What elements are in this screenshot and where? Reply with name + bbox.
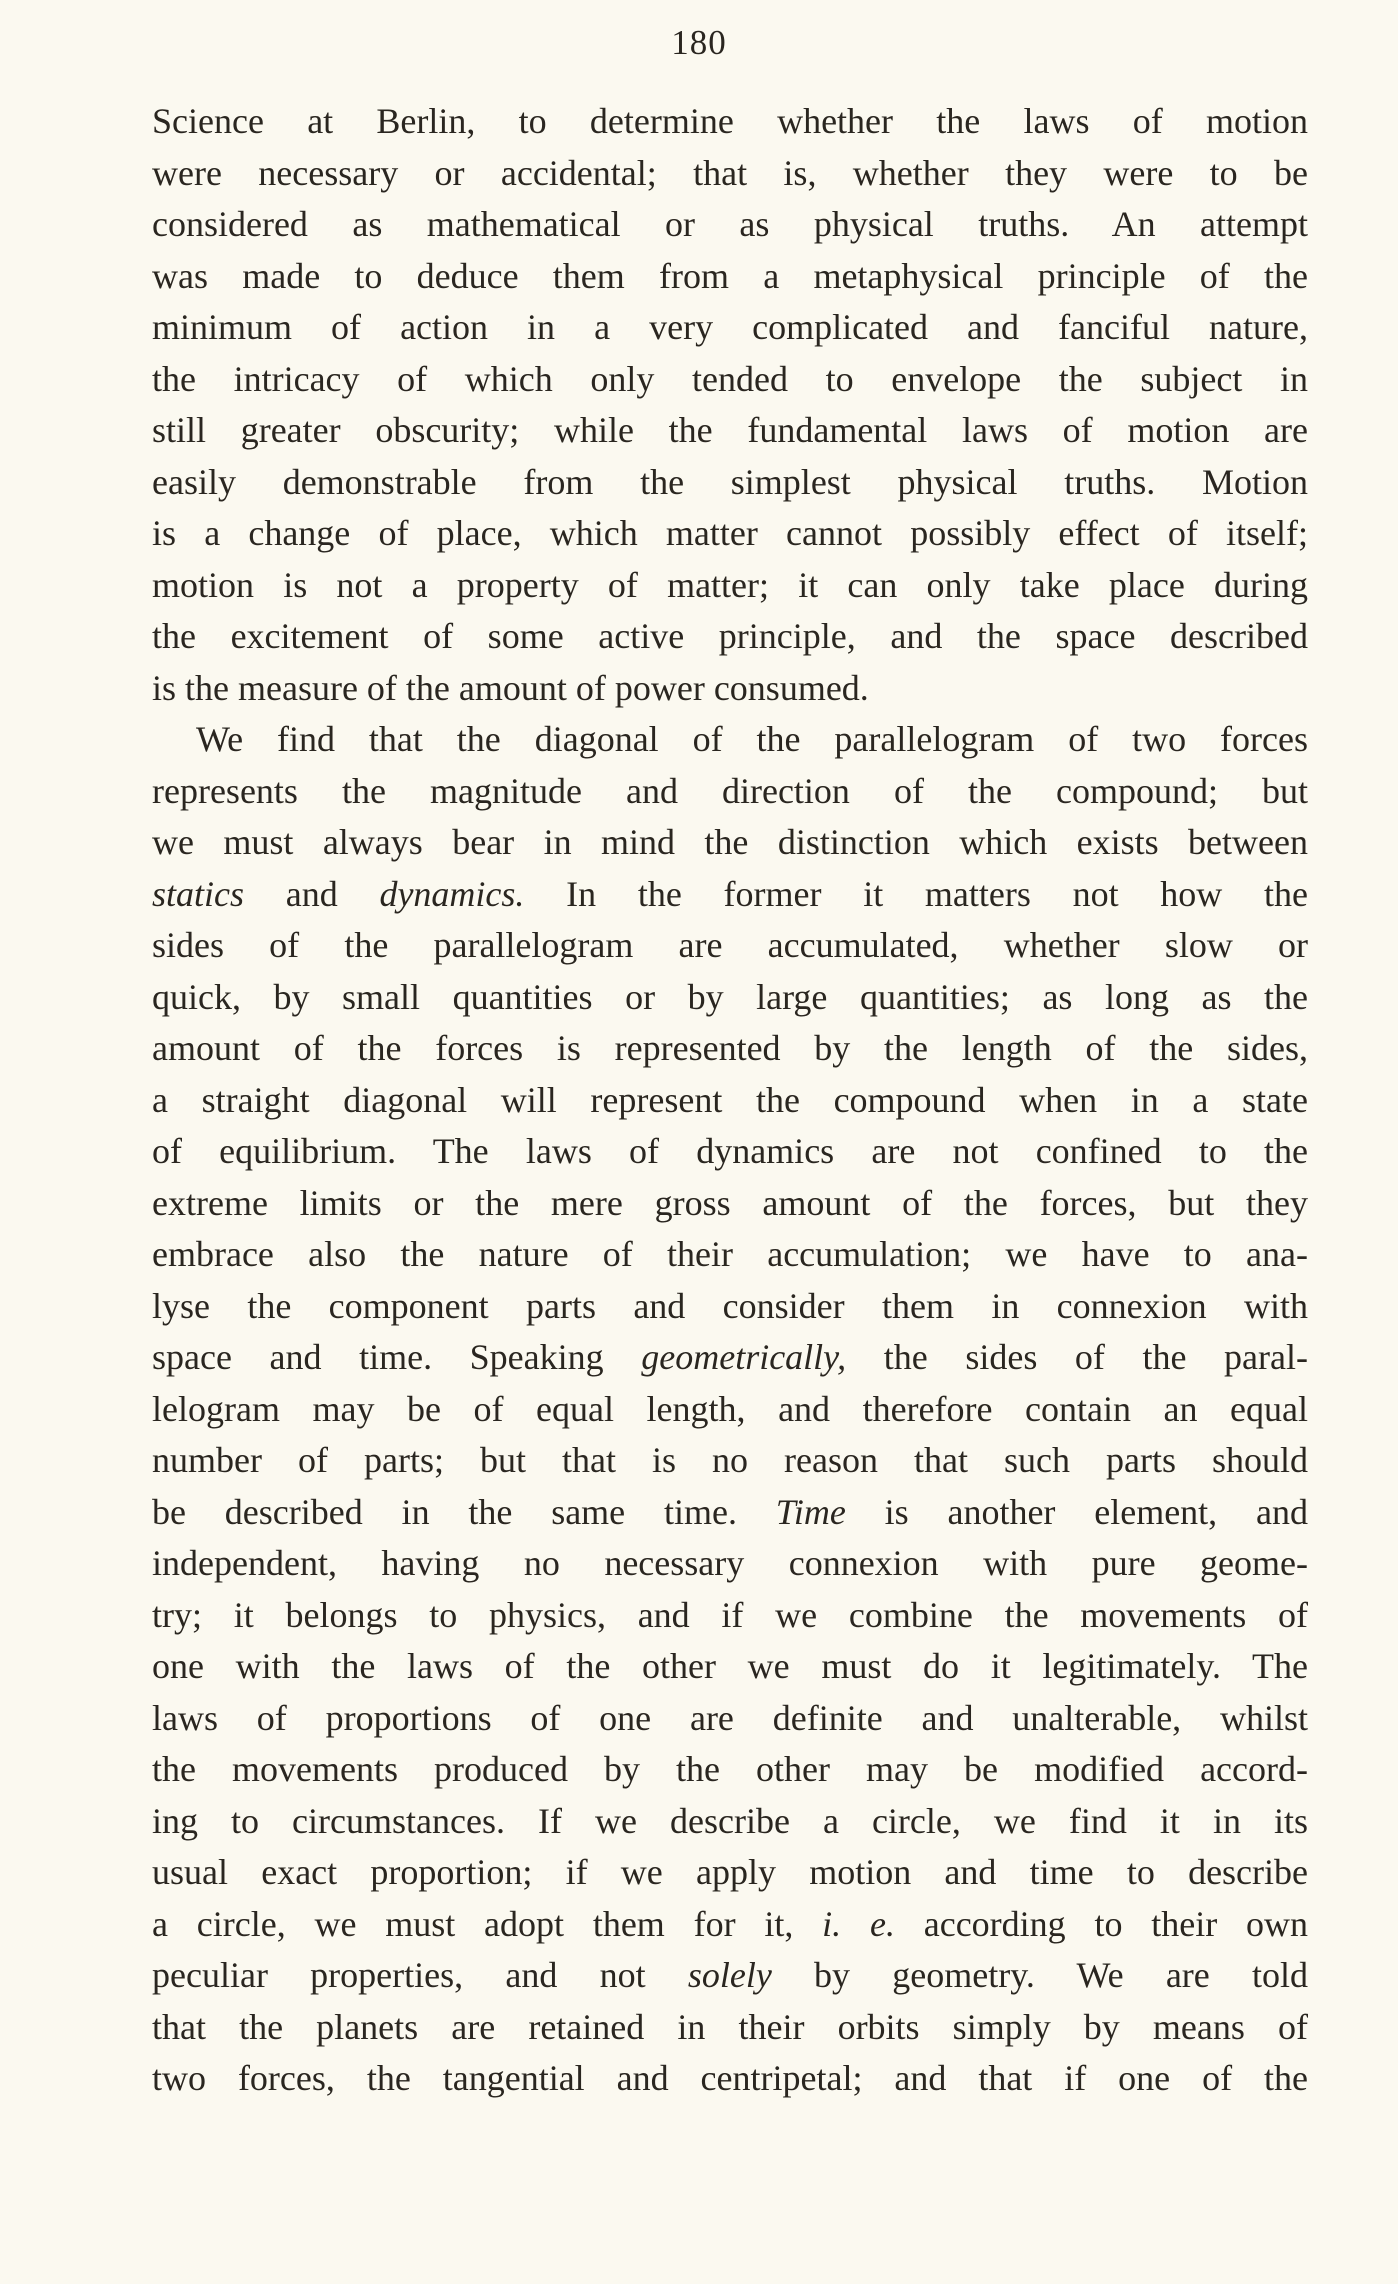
text-line xyxy=(152,611,1308,663)
italic-text: geometrically, xyxy=(641,1337,847,1377)
text-segment: embrace also the nature of their accumulation; we have to ana- xyxy=(152,1234,1308,1274)
text-line xyxy=(152,1590,1308,1642)
text-segment: by geometry. We are told xyxy=(771,1955,1309,1995)
text-segment: one with the laws of the other we must do it legitimately. The xyxy=(152,1646,1308,1686)
text-segment: considered as mathematical or as physical truths. An attempt xyxy=(152,204,1308,244)
text-segment: the intricacy of which only tended to envelope the subject in xyxy=(152,358,1308,399)
italic-text: statics xyxy=(152,873,245,914)
text-line xyxy=(152,1693,1308,1745)
text-segment: space and time. Speaking xyxy=(152,1337,642,1377)
text-line xyxy=(152,1178,1308,1230)
text-line xyxy=(152,405,1308,457)
text-line xyxy=(152,817,1308,869)
text-line xyxy=(152,457,1308,509)
paragraph xyxy=(152,96,1308,714)
text-segment: We find that the diagonal of the parallelogram of two forces xyxy=(196,719,1308,759)
text-line xyxy=(152,1847,1308,1899)
text-segment: is another element, and xyxy=(845,1491,1308,1532)
text-line xyxy=(152,302,1308,354)
text-segment: minimum of action in a very complicated and fanciful nature, xyxy=(152,307,1308,347)
text-line xyxy=(152,1384,1308,1436)
text-segment: usual exact proportion; if we apply motion and time to describe xyxy=(152,1852,1308,1892)
text-segment: the sides of the paral- xyxy=(846,1337,1308,1377)
text-segment: was made to deduce them from a metaphysical principle of the xyxy=(152,255,1308,296)
text-segment: lelogram may be of equal length, and therefore contain an equal xyxy=(152,1388,1308,1429)
text-line xyxy=(152,354,1308,406)
text-segment: extreme limits or the mere gross amount of the forces, but they xyxy=(152,1182,1308,1223)
text-line xyxy=(152,714,1308,766)
text-line xyxy=(152,1641,1308,1693)
text-segment: the movements produced by the other may be modified accord- xyxy=(152,1749,1308,1789)
text-segment: easily demonstrable from the simplest physical truths. Motion xyxy=(152,461,1308,502)
text-line xyxy=(152,1538,1308,1590)
text-segment: is a change of place, which matter cannot possibly effect of itself; xyxy=(152,513,1308,553)
text-segment: according to their own xyxy=(894,1903,1309,1944)
text-line xyxy=(152,560,1308,612)
text-line xyxy=(152,1075,1308,1127)
text-line xyxy=(152,663,1308,715)
text-segment: Science at Berlin, to determine whether the laws of motion xyxy=(152,101,1308,141)
text-segment: still greater obscurity; while the fundamental laws of motion are xyxy=(152,410,1308,450)
text-segment: we must always bear in mind the distinction which exists between xyxy=(152,822,1308,862)
text-line xyxy=(152,148,1308,200)
text-line xyxy=(152,199,1308,251)
text-line xyxy=(152,1332,1308,1384)
italic-text: solely xyxy=(687,1955,772,1995)
text-segment: ing to circumstances. If we describe a circle, we find it in its xyxy=(152,1800,1308,1841)
text-segment: a circle, we must adopt them for it, xyxy=(152,1903,823,1944)
text-segment: and xyxy=(244,873,380,914)
text-line xyxy=(152,1950,1308,2002)
text-segment: that the planets are retained in their orbits simply by means of xyxy=(152,2006,1308,2047)
text-line xyxy=(152,1435,1308,1487)
italic-text: dynamics. xyxy=(379,873,525,914)
text-segment: independent, having no necessary connexion with pure geome- xyxy=(152,1543,1308,1583)
text-line xyxy=(152,251,1308,303)
text-segment: the excitement of some active principle, and the space described xyxy=(152,616,1308,656)
text-segment: represents the magnitude and direction of the compound; but xyxy=(152,770,1308,811)
text-line xyxy=(152,920,1308,972)
text-segment: laws of proportions of one are definite and unalterable, whilst xyxy=(152,1697,1308,1738)
text-segment: number of parts; but that is no reason that such parts should xyxy=(152,1440,1308,1480)
text-segment: is the measure of the amount of power consumed. xyxy=(152,667,869,708)
text-segment: amount of the forces is represented by the length of the sides, xyxy=(152,1028,1308,1068)
text-segment: sides of the parallelogram are accumulated, whether slow or xyxy=(152,925,1308,965)
text-line xyxy=(152,1229,1308,1281)
body-text xyxy=(152,96,1308,2105)
paragraph xyxy=(152,714,1308,2105)
text-line xyxy=(152,1487,1308,1539)
text-line xyxy=(152,766,1308,818)
text-segment: lyse the component parts and consider them in connexion with xyxy=(152,1285,1308,1326)
italic-text: i. e. xyxy=(822,1903,895,1944)
text-line xyxy=(152,1796,1308,1848)
text-segment: peculiar properties, and not xyxy=(152,1955,688,1995)
text-line xyxy=(152,1126,1308,1178)
text-segment: of equilibrium. The laws of dynamics are not confined to the xyxy=(152,1131,1308,1171)
text-segment: try; it belongs to physics, and if we combine the movements of xyxy=(152,1594,1308,1635)
text-line xyxy=(152,1281,1308,1333)
text-segment: a straight diagonal will represent the compound when in a state xyxy=(152,1079,1308,1120)
italic-text: Time xyxy=(775,1491,846,1532)
text-segment: be described in the same time. xyxy=(152,1491,776,1532)
text-line xyxy=(152,1744,1308,1796)
page-number: 180 xyxy=(671,23,727,62)
text-segment: quick, by small quantities or by large quantities; as long as the xyxy=(152,976,1308,1017)
text-segment: two forces, the tangential and centripetal; and that if one of the xyxy=(152,2058,1308,2098)
text-segment: In the former it matters not how the xyxy=(524,873,1309,914)
text-line xyxy=(152,2053,1308,2105)
text-line xyxy=(152,2002,1308,2054)
text-line xyxy=(152,96,1308,148)
text-segment: motion is not a property of matter; it can only take place during xyxy=(152,564,1308,605)
text-line xyxy=(152,508,1308,560)
text-segment: were necessary or accidental; that is, whether they were to be xyxy=(152,152,1308,193)
text-line xyxy=(152,869,1308,921)
text-line xyxy=(152,1899,1308,1951)
text-line xyxy=(152,1023,1308,1075)
text-line xyxy=(152,972,1308,1024)
